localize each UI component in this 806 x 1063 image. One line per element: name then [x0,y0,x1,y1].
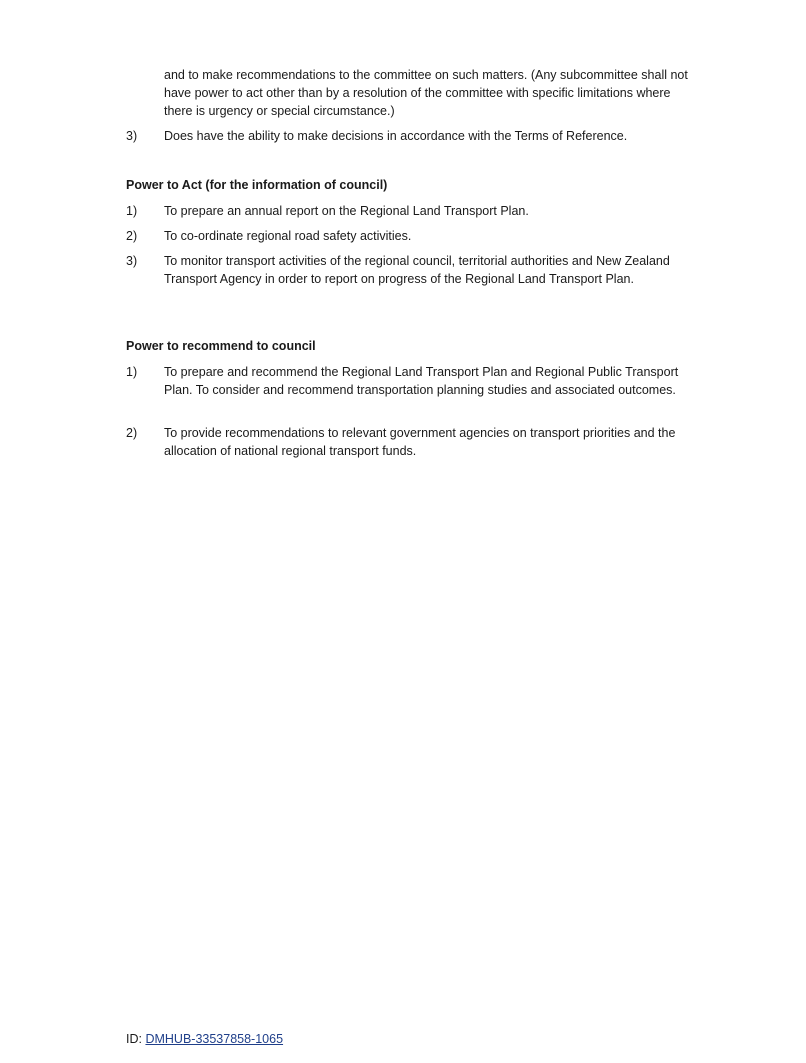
item-text: To prepare and recommend the Regional Land Transport Plan and Regional Public Transport Plan. To consider and recommend transportation planning studies and associated outcomes. [164,365,679,397]
item-text: To co-ordinate regional road safety activities. [164,229,412,243]
document-id-footer [126,1030,283,1048]
item-number: 3) [126,129,138,143]
footer-label: ID: [126,1032,146,1046]
item-number: 2) [126,229,138,243]
item-text: To prepare an annual report on the Regional Land Transport Plan. [164,204,529,218]
item-number: 2) [126,426,138,440]
continuation-paragraph: and to make recommendations to the committee on such matters. (Any subcommittee shall not have power to act other than by a resolution of the committee with specific limitations where there is urgency or special circumstance.) [164,68,688,118]
item-text: To monitor transport activities of the regional council, territorial authorities and New Zealand Transport Agency in order to report on progress of the Regional Land Transport Plan. [164,254,670,286]
section-heading-power-to-recommend: Power to recommend to council [126,339,316,353]
section-heading-power-to-act: Power to Act (for the information of council) [126,178,388,192]
item-text: To provide recommendations to relevant government agencies on transport priorities and the allocation of national regional transport funds. [164,426,676,458]
item-number: 1) [126,204,138,218]
item-number: 1) [126,365,138,379]
item-text: Does have the ability to make decisions in accordance with the Terms of Reference. [164,129,628,143]
item-number: 3) [126,254,138,268]
document-id-link[interactable]: DMHUB-33537858-1065 [145,1032,284,1046]
